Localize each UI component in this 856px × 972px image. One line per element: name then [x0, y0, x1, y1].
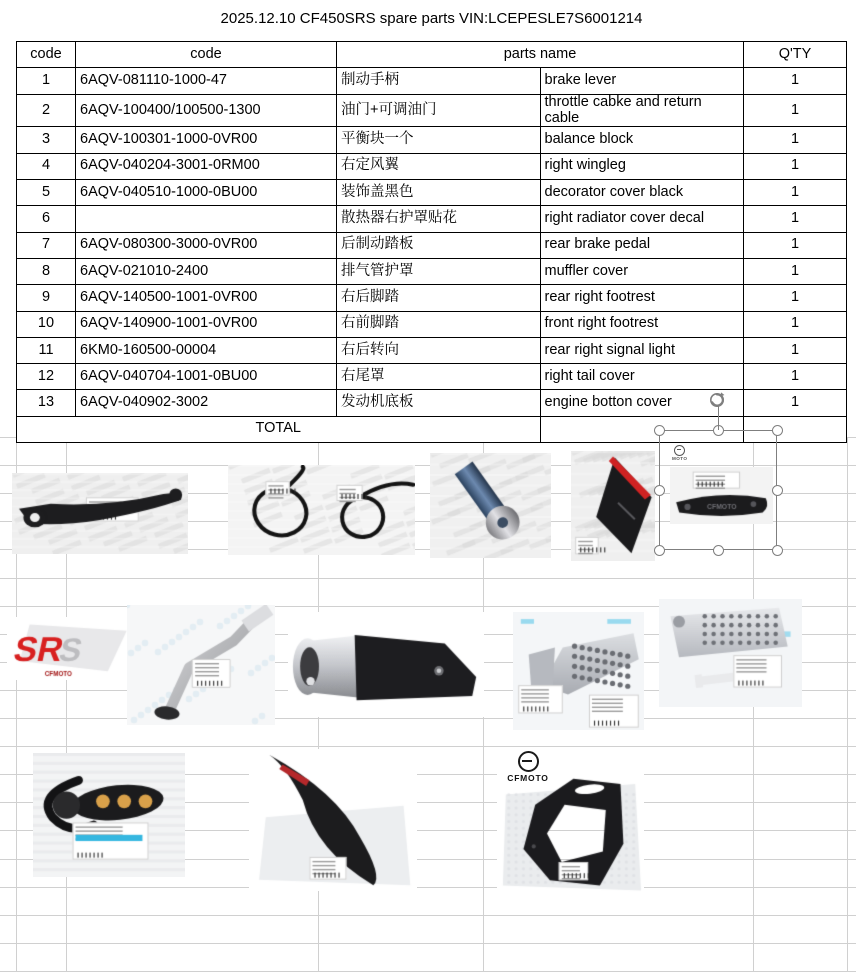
photo-brake-lever[interactable]: [12, 473, 188, 554]
cell-code-index[interactable]: 11: [17, 337, 76, 363]
cfmoto-logo-label: CFMOTO: [507, 773, 549, 783]
header-row: [17, 42, 847, 68]
photo-decorator-cover[interactable]: [670, 467, 773, 524]
cell-qty[interactable]: 1: [744, 364, 847, 390]
photo-brake-lever-canvas: [12, 473, 188, 554]
table-row[interactable]: [17, 232, 847, 258]
cell-code-index[interactable]: 4: [17, 153, 76, 179]
photo-tail-cover-canvas: [249, 749, 417, 891]
cell-qty[interactable]: 1: [744, 153, 847, 179]
cell-part-number[interactable]: 6AQV-040204-3001-0RM00: [76, 153, 337, 179]
table-row[interactable]: [17, 285, 847, 311]
cfmoto-ring-icon: [518, 751, 539, 772]
cell-name-en[interactable]: right wingleg: [540, 153, 744, 179]
table-row[interactable]: [17, 206, 847, 232]
cell-name-en[interactable]: decorator cover black: [540, 180, 744, 206]
photo-signal-light-canvas: [33, 753, 185, 877]
cell-part-number[interactable]: 6AQV-100301-1000-0VR00: [76, 127, 337, 153]
photo-wingleg-canvas: [571, 451, 655, 561]
table-row[interactable]: [17, 127, 847, 153]
cell-name-en[interactable]: right radiator cover decal: [540, 206, 744, 232]
table-row[interactable]: [17, 364, 847, 390]
table-row[interactable]: [17, 180, 847, 206]
cell-part-number[interactable]: 6AQV-140500-1001-0VR00: [76, 285, 337, 311]
cell-qty[interactable]: 1: [744, 285, 847, 311]
photo-signal-light[interactable]: [33, 753, 185, 877]
photo-tail-cover[interactable]: [249, 749, 417, 891]
cell-part-number[interactable]: 6AQV-081110-1000-47: [76, 68, 337, 94]
photo-throttle-cable[interactable]: [228, 465, 415, 555]
cell-name-en[interactable]: muffler cover: [540, 258, 744, 284]
cell-name-cn[interactable]: 右定风翼: [337, 153, 541, 179]
photo-rear-brake-pedal-canvas: [127, 605, 275, 725]
photo-decorator-cover-canvas: [670, 467, 773, 524]
cell-name-cn[interactable]: 油门+可调油门: [337, 94, 541, 127]
photo-engine-cover-canvas: [497, 771, 644, 901]
resize-handle-bottom-center[interactable]: [713, 545, 724, 556]
photo-radiator-decal-canvas: [7, 617, 133, 680]
photo-grid: [0, 437, 856, 971]
table-row[interactable]: [17, 153, 847, 179]
cell-part-number[interactable]: 6AQV-021010-2400: [76, 258, 337, 284]
moto-ring-icon: [674, 445, 685, 456]
photo-radiator-decal[interactable]: [7, 617, 133, 680]
photo-wingleg[interactable]: [571, 451, 655, 561]
cell-qty[interactable]: 1: [744, 337, 847, 363]
photo-front-right-footrest-canvas: [659, 599, 802, 707]
resize-handle-top-left[interactable]: [654, 425, 665, 436]
resize-handle-middle-left[interactable]: [654, 485, 665, 496]
cell-code-index[interactable]: 10: [17, 311, 76, 337]
cell-name-en[interactable]: rear right footrest: [540, 285, 744, 311]
cell-name-cn[interactable]: 右后转向: [337, 337, 541, 363]
table-row[interactable]: [17, 258, 847, 284]
cell-part-number[interactable]: 6AQV-040902-3002: [76, 390, 337, 416]
cell-qty[interactable]: 1: [744, 206, 847, 232]
cell-qty[interactable]: 1: [744, 258, 847, 284]
cell-name-cn[interactable]: 发动机底板: [337, 390, 541, 416]
photo-balance-block-canvas: [430, 453, 551, 558]
cell-name-cn[interactable]: 右前脚踏: [337, 311, 541, 337]
photo-rear-brake-pedal[interactable]: [127, 605, 275, 725]
cell-qty[interactable]: 1: [744, 311, 847, 337]
cell-part-number[interactable]: 6AQV-040510-1000-0BU00: [76, 180, 337, 206]
photo-balance-block[interactable]: [430, 453, 551, 558]
resize-handle-middle-right[interactable]: [772, 485, 783, 496]
cell-code-index[interactable]: 5: [17, 180, 76, 206]
cell-name-en[interactable]: balance block: [540, 127, 744, 153]
header-parts-name: parts name: [337, 42, 744, 68]
photo-engine-cover[interactable]: [497, 771, 644, 901]
photo-muffler-cover-canvas: [288, 612, 484, 717]
cell-name-cn[interactable]: 平衡块一个: [337, 127, 541, 153]
photo-rear-right-footrest-canvas: [513, 612, 644, 730]
parts-table-header: [17, 42, 847, 68]
cell-name-en[interactable]: right tail cover: [540, 364, 744, 390]
cfmoto-logo: [500, 751, 556, 783]
cell-name-cn[interactable]: 装饰盖黑色: [337, 180, 541, 206]
cell-name-cn[interactable]: 排气管护罩: [337, 258, 541, 284]
resize-handle-bottom-right[interactable]: [772, 545, 783, 556]
cell-name-cn[interactable]: 后制动踏板: [337, 232, 541, 258]
photo-front-right-footrest[interactable]: [659, 599, 802, 707]
parts-table: [16, 41, 847, 443]
document-title: [16, 2, 847, 35]
cell-name-en[interactable]: rear right signal light: [540, 337, 744, 363]
table-row[interactable]: [17, 68, 847, 94]
table-row[interactable]: [17, 94, 847, 127]
cell-code-index[interactable]: 12: [17, 364, 76, 390]
header-qty: Q'TY: [744, 42, 847, 68]
resize-handle-top-right[interactable]: [772, 425, 783, 436]
cell-code-index[interactable]: 2: [17, 94, 76, 127]
cell-name-cn[interactable]: 散热器右护罩贴花: [337, 206, 541, 232]
document-title-text: 2025.12.10 CF450SRS spare parts VIN:LCEPESLE7S6001214: [220, 10, 643, 27]
cell-name-cn[interactable]: 右尾罩: [337, 364, 541, 390]
cell-name-cn[interactable]: 制动手柄: [337, 68, 541, 94]
cell-part-number[interactable]: 6AQV-140900-1001-0VR00: [76, 311, 337, 337]
total-label: TOTAL: [17, 416, 541, 442]
cell-name-en[interactable]: engine botton cover: [540, 390, 744, 416]
moto-watermark-icon: [672, 445, 687, 462]
cell-part-number[interactable]: [76, 206, 337, 232]
cell-code-index[interactable]: 8: [17, 258, 76, 284]
cell-code-index[interactable]: 9: [17, 285, 76, 311]
cell-code-index[interactable]: 1: [17, 68, 76, 94]
table-row[interactable]: [17, 337, 847, 363]
cell-qty[interactable]: 1: [744, 68, 847, 94]
rotate-handle-icon[interactable]: [708, 390, 728, 410]
moto-watermark-label: MOTO: [672, 456, 688, 461]
cell-name-en[interactable]: front right footrest: [540, 311, 744, 337]
table-row[interactable]: [17, 311, 847, 337]
cell-code-index[interactable]: 3: [17, 127, 76, 153]
header-part-number: code: [76, 42, 337, 68]
cell-code-index[interactable]: 13: [17, 390, 76, 416]
cell-part-number[interactable]: 6AQV-100400/100500-1300: [76, 94, 337, 127]
cell-qty[interactable]: 1: [744, 94, 847, 127]
cell-part-number[interactable]: 6AQV-080300-3000-0VR00: [76, 232, 337, 258]
cell-qty[interactable]: 1: [744, 127, 847, 153]
cell-name-en[interactable]: brake lever: [540, 68, 744, 94]
cell-code-index[interactable]: 6: [17, 206, 76, 232]
cell-code-index[interactable]: 7: [17, 232, 76, 258]
cell-part-number[interactable]: 6KM0-160500-00004: [76, 337, 337, 363]
photo-throttle-cable-canvas: [228, 465, 415, 555]
cell-qty[interactable]: 1: [744, 232, 847, 258]
photo-muffler-cover[interactable]: [288, 612, 484, 717]
cell-name-cn[interactable]: 右后脚踏: [337, 285, 541, 311]
header-code-index: code: [17, 42, 76, 68]
parts-table-body: [17, 68, 847, 442]
cell-name-en[interactable]: throttle cabke and return cable: [540, 94, 744, 127]
resize-handle-bottom-left[interactable]: [654, 545, 665, 556]
photo-rear-right-footrest[interactable]: [513, 612, 644, 730]
cell-qty[interactable]: 1: [744, 180, 847, 206]
cell-name-en[interactable]: rear brake pedal: [540, 232, 744, 258]
cell-qty[interactable]: 1: [744, 390, 847, 416]
cell-part-number[interactable]: 6AQV-040704-1001-0BU00: [76, 364, 337, 390]
